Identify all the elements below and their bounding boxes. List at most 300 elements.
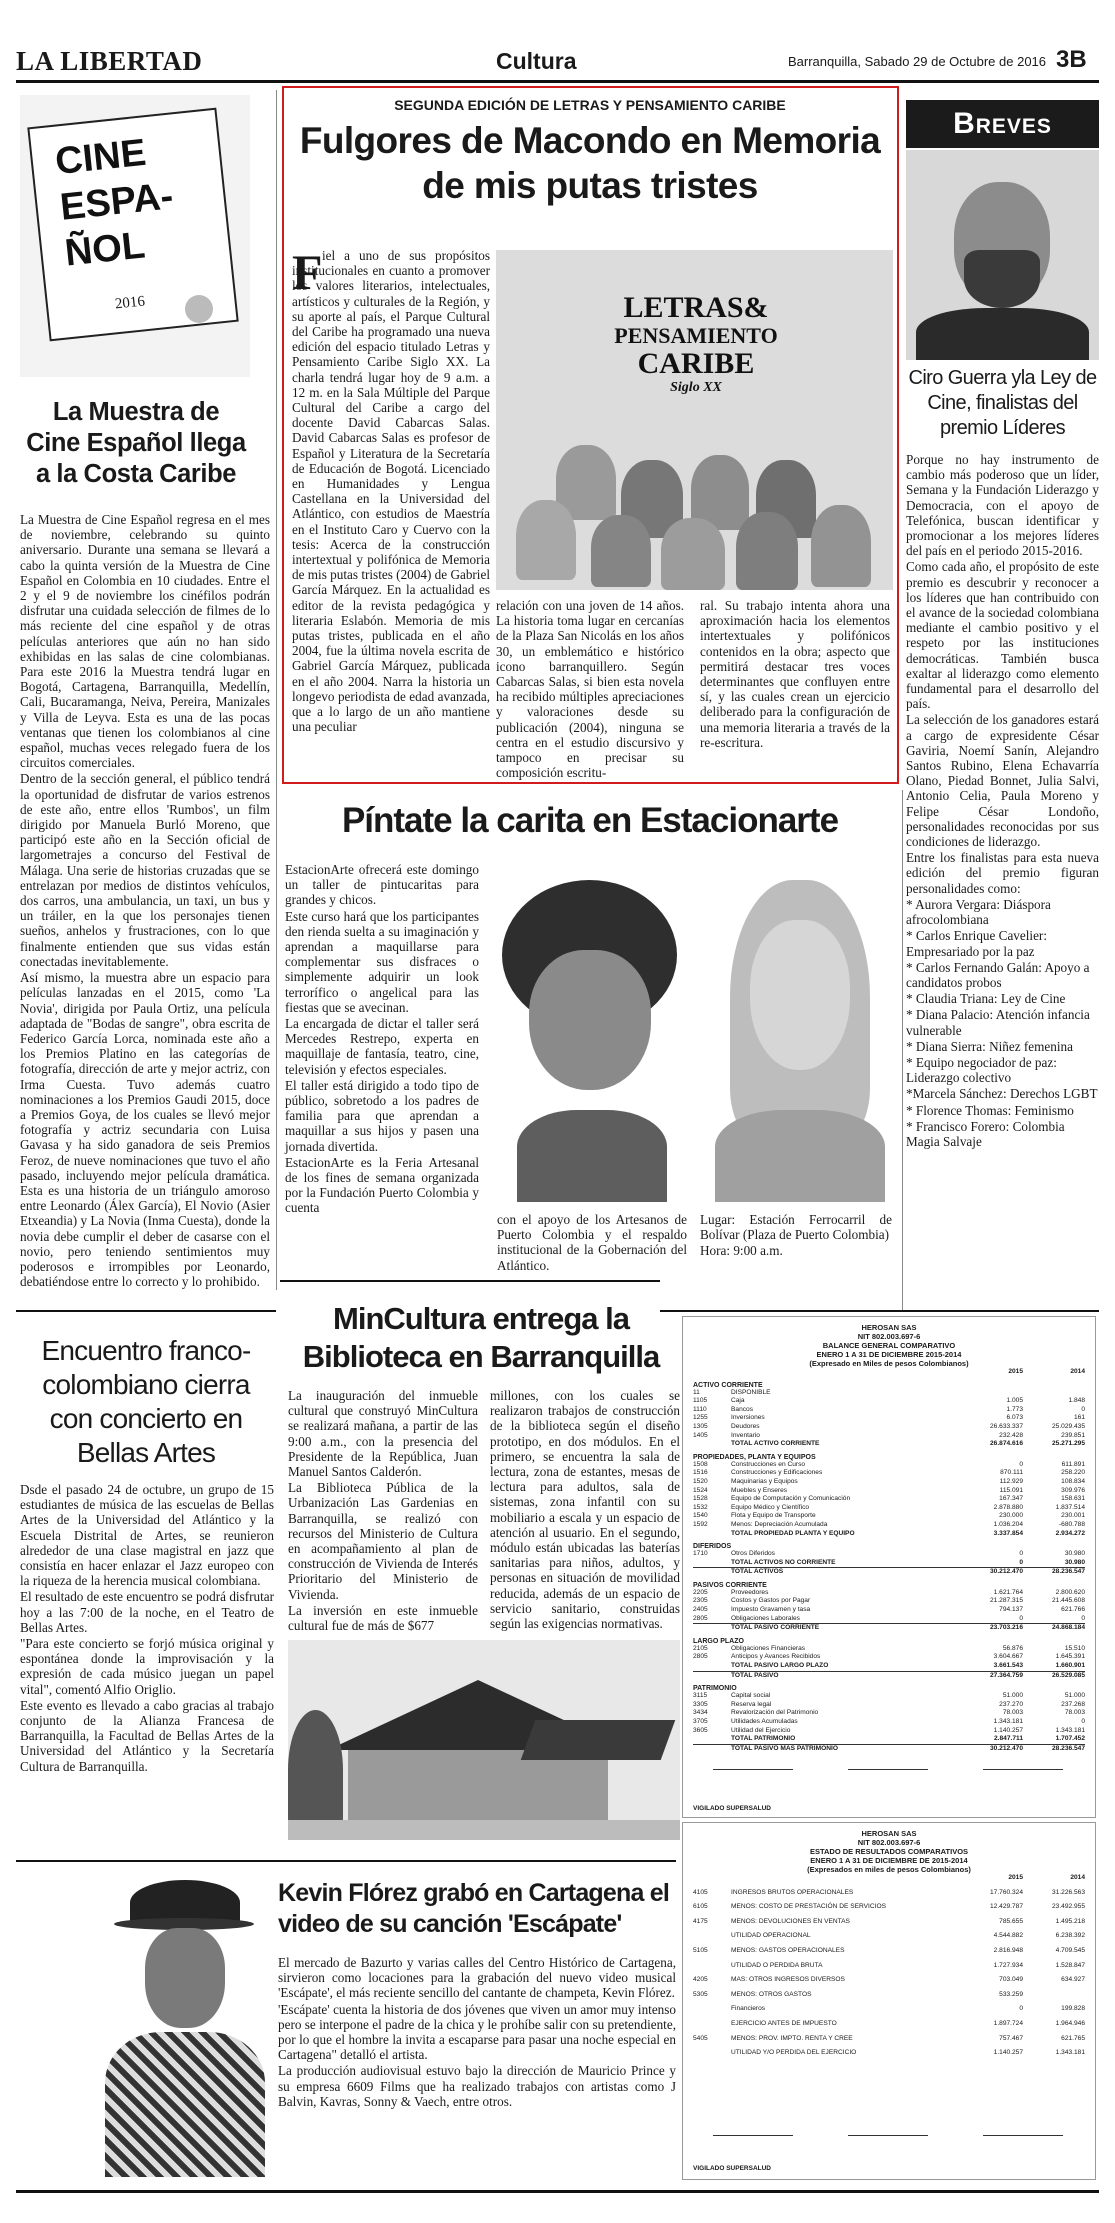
section-name: Cultura — [496, 48, 577, 74]
breves-header-label: Breves — [953, 107, 1052, 140]
encuentro-body — [20, 1482, 274, 1775]
finalist-item: * Claudia Triana: Ley de Cine — [906, 991, 1066, 1007]
kevin-paragraph-2: 'Escápate' cuenta la historia de dos jóvenes que viven un amor muy intenso pero se interpone el padre de la chica y le prohíbe salir con su pretendiente, por lo que el hombre la invita a escaparse para pasar una noche especial en Cartagena" detalló el artista. — [278, 2001, 676, 2063]
value-2015: 0 — [1019, 1460, 1023, 1468]
table-row — [693, 1550, 1085, 1559]
account-label: MAS: OTROS INGRESOS DIVERSOS — [731, 1976, 845, 1984]
carita-paragraph-5: EstacionArte es la Feria Artesanal de los fines de semana organizada por la Fundación Puerto Colombia y cuenta — [285, 1154, 479, 1216]
poster-line-4: Siglo XX — [670, 380, 722, 395]
account-label: Otros Diferidos — [731, 1550, 775, 1558]
value-2015: 12.429.787 — [989, 1903, 1023, 1911]
account-code: 1528 — [693, 1495, 708, 1503]
value-2015: 1.036.204 — [993, 1520, 1023, 1528]
paper-name: LA LIBERTAD — [16, 46, 203, 76]
value-2015: 237.270 — [999, 1700, 1023, 1708]
account-label: Inventario — [731, 1431, 760, 1439]
value-2015 — [961, 1389, 1023, 1398]
account-code: 2105 — [693, 1644, 708, 1652]
balance-vigilado: VIGILADO SUPERSALUD — [693, 1805, 772, 1812]
account-label: DISPONIBLE — [731, 1388, 771, 1396]
table-row — [693, 1991, 1085, 2000]
account-label: TOTAL PASIVO — [731, 1671, 779, 1679]
finalist-item: * Carlos Enrique Cavelier: Empresariado por la paz — [906, 928, 1047, 959]
value-2014: 158.631 — [1061, 1495, 1085, 1503]
results-company: HEROSAN SAS — [861, 1829, 917, 1838]
carita-paragraph-1: EstacionArte ofrecerá este domingo un taller de pintucaritas para grandes y chicos. — [285, 862, 479, 908]
tree-shape — [288, 1710, 343, 1830]
breves-paragraph-4: Entre los finalistas para esta nueva edición del premio figuran personalidades como: — [906, 850, 1099, 896]
carita-paragraph-3: La encargada de dictar el taller será Mercedes Restrepo, experta en maquillaje de fantasía, teatro, cine, televisión y efectos especiales. — [285, 1016, 479, 1077]
value-2015: 0 — [1019, 1614, 1023, 1622]
value-2014: 31.226.563 — [1051, 1888, 1085, 1896]
balance-col-2015: 2015 — [1008, 1368, 1023, 1375]
value-2014: 30.980 — [1064, 1558, 1085, 1566]
account-code — [693, 1672, 731, 1681]
value-2014: 2.800.620 — [1055, 1588, 1085, 1596]
section-heading: PATRIMONIO — [693, 1685, 737, 1693]
value-2014: 1.528.847 — [1055, 1961, 1085, 1969]
value-2014: 0 — [1081, 1405, 1085, 1413]
value-2015: 4.544.882 — [993, 1932, 1023, 1940]
balance-sheet — [682, 1316, 1096, 1818]
value-2014: 1.848 — [1068, 1397, 1085, 1405]
value-2015: 1.343.181 — [993, 1718, 1023, 1725]
account-label: TOTAL PASIVO MAS PATRIMONIO — [731, 1744, 838, 1752]
macondo-kicker: SEGUNDA EDICIÓN DE LETRAS Y PENSAMIENTO CARIBE — [394, 97, 786, 113]
value-2014: 1.837.514 — [1055, 1503, 1085, 1511]
account-label: MENOS: OTROS GASTOS — [731, 1990, 812, 1998]
page-number: 3B — [1056, 46, 1087, 73]
account-label: Bancos — [731, 1405, 753, 1413]
balance-title: BALANCE GENERAL COMPARATIVO — [822, 1341, 956, 1350]
results-statement — [682, 1822, 1096, 2180]
value-2014: 634.927 — [1061, 1976, 1085, 1984]
signature-line — [713, 2135, 793, 2136]
value-2014: 15.510 — [1064, 1644, 1085, 1652]
breves-paragraph-1: Porque no hay instrumento de cambio más poderoso que un líder, Semana y la Fundación Liderazgo y Democracia, con el apoyo de Telefónica, buscan identificar y promocionar a los mejores líderes del país en el periodo 2015-2016. — [906, 452, 1099, 559]
results-table-body — [693, 1889, 1085, 2058]
cine-paragraph-2: Dentro de la sección general, el público tendrá la oportunidad de disfrutar de varios estrenos de este año, entre ellos 'Rumbos', un film dirigido por Manuela Burló Moreno, que participó este año en la Sección oficial de largometrajes a concurso del Festival de Málaga. Una serie de historias cruzadas que se entrelazan por medios de distintos vehículos, dos carros, una ambulancia, un taxi, un bus y un tráiler, en la que los personajes tienen sueños, anhelos y frustraciones, con lo que finalmente entienden que sus vidas están conectadas inevitablemente. — [20, 771, 270, 969]
account-code: 3705 — [693, 1718, 708, 1725]
value-2015: 23.703.216 — [989, 1624, 1023, 1632]
value-2015: 757.467 — [999, 2034, 1023, 2042]
photo-shoulders — [916, 308, 1089, 360]
poster-title-block — [596, 292, 796, 396]
value-2014: 26.529.085 — [1051, 1671, 1085, 1679]
kevin-paragraph-3: La producción audiovisual estuvo bajo la dirección de Mauricio Prince y su empresa 6609 Films que ha realizado trabajos con artistas como J Balvin, Kavras, Sonny & Vaech, entre otros. — [278, 2063, 676, 2109]
signature-line — [983, 1769, 1063, 1770]
column-rule-left — [276, 90, 277, 1290]
value-2014: 1.495.218 — [1055, 1917, 1085, 1925]
table-row — [693, 1495, 1085, 1504]
table-row — [693, 1976, 1085, 1985]
results-signatures — [713, 2123, 1063, 2153]
account-code: 3434 — [693, 1709, 708, 1717]
section-heading: PROPIEDADES, PLANTA Y EQUIPOS — [693, 1453, 816, 1461]
finalist-item: * Francisco Forero: Colombia Magia Salvaje — [906, 1118, 1065, 1149]
table-row — [693, 2049, 1085, 2058]
macondo-dropcap: F — [292, 244, 323, 300]
account-label: Menos: Depreciación Acumulada — [731, 1520, 828, 1528]
finalist-item: * Diana Palacio: Atención infancia vulnerable — [906, 1007, 1090, 1038]
value-2014: 621.766 — [1061, 1606, 1085, 1614]
account-code: 1255 — [693, 1414, 708, 1422]
table-row — [693, 1389, 1085, 1398]
value-2014: 237.268 — [1061, 1700, 1085, 1708]
photo-beard — [964, 250, 1040, 308]
poster-portrait-8 — [736, 512, 798, 590]
value-2015: 2.847.711 — [994, 1735, 1023, 1743]
account-label: TOTAL ACTIVOS NO CORRIENTE — [731, 1558, 836, 1566]
table-row — [693, 1559, 1085, 1568]
value-2014: 78.003 — [1064, 1709, 1085, 1717]
value-2014: 0 — [1081, 1614, 1085, 1622]
carita-title: Píntate la carita en Estacionarte — [341, 801, 839, 840]
account-code — [693, 1568, 731, 1577]
macondo-col3-text: ral. Su trabajo intenta ahora una aproximación hacia los elementos intertextuales y polifónicos contenidos en la obra; aspecto que permitirá destacar tres voces determinantes que confluyen entre sí, y las cuales crean un ejercicio deliberado para la configuración de una memoria literaria a través de la re-escritura. — [700, 598, 890, 750]
finalist-item: * Florence Thomas: Feminismo — [906, 1102, 1074, 1118]
account-code: 3115 — [693, 1692, 708, 1700]
value-2015: 1.727.934 — [993, 1961, 1023, 1969]
account-label: Costos y Gastos por Pagar — [731, 1597, 811, 1605]
table-row — [693, 1653, 1085, 1662]
account-label: MENOS: COSTO DE PRESTACIÓN DE SERVICIOS — [731, 1903, 886, 1911]
value-2015: 78.003 — [1002, 1709, 1023, 1717]
shoulders-shape — [517, 1110, 667, 1202]
balance-nit: NIT 802.003.697-6 — [857, 1332, 921, 1341]
account-code: 3305 — [693, 1700, 708, 1708]
results-vigilado: VIGILADO SUPERSALUD — [693, 2165, 772, 2172]
account-label: Deudores — [731, 1422, 760, 1430]
value-2015: 1.140.257 — [993, 1726, 1023, 1734]
account-label: Financieros — [731, 2005, 766, 2013]
value-2015: 56.876 — [1002, 1644, 1023, 1652]
value-2014: 24.868.184 — [1051, 1624, 1085, 1632]
table-row — [693, 1606, 1085, 1615]
account-label: Construcciones en Curso — [731, 1460, 806, 1468]
table-row — [693, 1469, 1085, 1478]
value-2015: 1.621.764 — [993, 1588, 1023, 1596]
account-code: 5405 — [693, 2034, 708, 2042]
finalist-item: * Carlos Fernando Galán: Apoyo a candidatos probos — [906, 959, 1090, 990]
account-label: Caja — [731, 1397, 745, 1405]
value-2015: 3.661.543 — [993, 1662, 1023, 1670]
value-2015: 1.773 — [1006, 1405, 1023, 1413]
account-code: 2805 — [693, 1614, 708, 1622]
account-code: 2205 — [693, 1588, 708, 1596]
table-row — [693, 1504, 1085, 1513]
value-2015: 17.760.324 — [989, 1888, 1023, 1896]
account-label: Obligaciones Laborales — [731, 1614, 800, 1622]
encuentro-paragraph-4: Este evento es llevado a cabo gracias al trabajo conjunto de la Alianza Francesa de Barranquilla, la Facultad de Bellas Artes de la Universidad del Atlántico y la Secretaría Cultura de Barranquilla. — [20, 1697, 274, 1774]
account-code: 1305 — [693, 1422, 708, 1430]
account-code: 1532 — [693, 1503, 708, 1511]
table-row — [693, 1432, 1085, 1441]
value-2015: 0 — [1019, 1550, 1023, 1558]
mincultura-title: MinCultura entrega la Biblioteca en Barranquilla — [302, 1301, 660, 1374]
value-2014: 108.834 — [1061, 1477, 1085, 1485]
value-2014: 621.765 — [1061, 2034, 1085, 2042]
macondo-col2 — [496, 598, 684, 781]
value-2015: 3.604.667 — [993, 1653, 1023, 1661]
carita-col1 — [285, 862, 479, 1217]
table-row — [693, 1597, 1085, 1606]
signature-line — [983, 2135, 1063, 2136]
balance-period: ENERO 1 A 31 DE DICIEMBRE 2015-2014 — [816, 1350, 962, 1359]
account-label: Proveedores — [731, 1588, 769, 1596]
account-code — [693, 1559, 731, 1568]
value-2014: 25.029.435 — [1051, 1422, 1085, 1430]
account-code — [693, 1662, 731, 1671]
account-label: MENOS: PROV. IMPTO. RENTA Y CREE — [731, 2034, 853, 2042]
poster-line-2: PENSAMIENTO — [614, 323, 778, 348]
kevin-title: Kevin Flórez grabó en Cartagena el video de su canción 'Escápate' — [278, 1879, 669, 1938]
carita-col3 — [700, 1212, 892, 1260]
value-2014: 1.660.901 — [1055, 1662, 1085, 1670]
account-code: 1105 — [693, 1397, 708, 1405]
section-rule-mid — [280, 1280, 660, 1282]
face-paint-child-2-photo — [690, 880, 895, 1202]
carita-time: Hora: 9:00 a.m. — [700, 1243, 783, 1259]
table-row — [693, 1521, 1085, 1530]
column-rule-right — [902, 790, 903, 1310]
table-row — [693, 1932, 1085, 1941]
kevin-florez-photo — [100, 1872, 270, 2177]
results-units: (Expresados en miles de pesos Colombianos) — [807, 1865, 971, 1874]
masthead — [16, 44, 1099, 78]
table-row — [693, 2020, 1085, 2029]
account-code: 11 — [693, 1388, 700, 1396]
face-paint-child-1-photo — [497, 880, 682, 1202]
poster-portrait-9 — [811, 505, 871, 587]
value-2014: 1.964.946 — [1055, 2019, 1085, 2027]
value-2014: 23.492.955 — [1051, 1903, 1085, 1911]
account-label: Revalorización del Patrimonio — [731, 1709, 819, 1717]
value-2015: 0 — [1019, 2005, 1023, 2013]
table-row — [693, 2005, 1085, 2014]
mincultura-col2-text: millones, con los cuales se realizaron trabajos de construcción de la biblioteca según el diseño prototipo, en dos módulos. En el primero, se encuentra la sala de lectura, zona de estantes, mesas de lectura para adultos, sala de sistemas, zona infantil con su mobiliario a escala y un espacio de atención al usuario. En el segundo, módulo están ubicadas las baterías sanitarias para niños, adultos, y personas en situación de movilidad reducida, además de un espacio de servicio sanitario, construidas según las exigencias normativas. — [490, 1388, 680, 1632]
table-row — [693, 1727, 1085, 1736]
account-code — [693, 1624, 731, 1633]
account-code: 4175 — [693, 1917, 708, 1925]
value-2015: 1.140.257 — [993, 2049, 1023, 2057]
account-code: 1110 — [693, 1405, 707, 1413]
account-code: 1405 — [693, 1431, 708, 1439]
value-2015: 167.347 — [999, 1495, 1023, 1503]
masthead-rule — [16, 80, 1099, 83]
results-period: ENERO 1 A 31 DE DICIEMBRE DE 2015-2014 — [810, 1856, 968, 1865]
value-2014: 1.645.391 — [1055, 1653, 1085, 1661]
footer-rule — [16, 2190, 1099, 2193]
account-code: 1540 — [693, 1512, 708, 1520]
kevin-body — [278, 1955, 676, 2110]
finalist-item: * Diana Sierra: Niñez femenina — [906, 1038, 1073, 1054]
account-code — [693, 1962, 731, 1971]
value-2015: 21.287.315 — [989, 1597, 1023, 1605]
ground-shape — [288, 1820, 680, 1840]
cine-title: La Muestra de Cine Español llega a la Costa Caribe — [26, 398, 246, 488]
shirt-shape — [105, 2032, 265, 2177]
value-2014: 1.343.181 — [1055, 1726, 1085, 1734]
account-label: TOTAL ACTIVOS — [731, 1568, 784, 1576]
carita-paragraph-2: Este curso hará que los participantes den rienda suelta a su imaginación y aprendan a maquillarse para complementar sus disfraces o simplemente adquirir un look terrorífico o angelical para las fiestas que se avecinan. — [285, 908, 479, 1015]
finalist-item: * Aurora Vergara: Diáspora afrocolombiana — [906, 896, 1051, 928]
macondo-col2-text: relación con una joven de 14 años. La historia toma lugar en cercanías de la Plaza San Nicolás en los años 30, un emblemático e histórico icono barranquillero. Según Cabarcas Salas, si bien esta novela ha recibido múltiples apreciaciones y valoraciones desde su publicación (2004), ninguna se centra en el estudio discursivo y tampoco en precisar su composición escritu- — [496, 598, 684, 781]
value-2014 — [1023, 1991, 1085, 2000]
account-label: Maquinarias y Equipos — [731, 1477, 798, 1485]
account-code: 2305 — [693, 1597, 708, 1605]
account-label: Utilidades Acumuladas — [731, 1718, 798, 1725]
account-label: Anticipos y Avances Recibidos — [731, 1653, 821, 1661]
table-row — [693, 1397, 1085, 1406]
signature-line — [848, 1769, 928, 1770]
balance-company: HEROSAN SAS — [861, 1323, 917, 1332]
table-row — [693, 1414, 1085, 1423]
face-shape — [529, 950, 651, 1090]
section-rule-left — [16, 1310, 276, 1312]
cine-paragraph-1: La Muestra de Cine Español regresa en el mes de noviembre, celebrando su quinto aniversario. Durante una semana se llevará a cabo la quinta versión de la Muestra de Cine Español en Colombia en 10 ciudades. Entre el 2 y el 9 de noviembre los cinéfilos podrán disfrutar una cuidada selección de filmes de lo más reciente del cine español y de otras películas anteriores que aún no han sido exhibidas en las salas de cine colombianas. Para este 2016 la Muestra tendrá lugar en Bogotá, Cartagena, Barranquilla, Medellín, Cali, Bucaramanga, Neiva, Pereira, Manizales y Villa de Leyva. Esta es una de las pocas ventanas que tienen los colombianos al cine español, muchas veces relegado fuera de los circuitos comerciales. — [20, 512, 270, 771]
table-row — [693, 1645, 1085, 1654]
value-2014: 1.707.452 — [1055, 1735, 1085, 1743]
letras-pensamiento-poster — [496, 250, 893, 590]
account-label: Inversiones — [731, 1414, 765, 1422]
value-2015: 30.212.470 — [989, 1568, 1023, 1576]
value-2015: 3.337.854 — [993, 1529, 1023, 1537]
table-row — [693, 1623, 1085, 1633]
account-code — [693, 1735, 731, 1744]
table-row — [693, 1487, 1085, 1496]
macondo-col1 — [292, 244, 490, 736]
account-code: 1516 — [693, 1469, 708, 1477]
mincultura-col2 — [490, 1388, 680, 1632]
face-shape — [750, 920, 850, 1070]
value-2015: 230.000 — [999, 1512, 1023, 1520]
value-2015: 533.259 — [999, 1990, 1023, 1998]
value-2015: 112.929 — [999, 1477, 1023, 1485]
account-label: Flota y Equipo de Transporte — [731, 1512, 816, 1520]
poster-portrait-5 — [516, 500, 576, 580]
biblioteca-photo — [288, 1640, 680, 1840]
table-row — [693, 1735, 1085, 1744]
breves-paragraph-2: Como cada año, el propósito de este premio es descubrir y reconocer a los líderes que han contribuido con el avance de la sociedad colombiana mediante el cambio positivo y el respeto por las instituciones democráticas. También busca exaltar al liderazgo como elemento fundamental para el desarrollo del país. — [906, 559, 1099, 712]
table-row — [693, 1692, 1085, 1701]
account-code: 6105 — [693, 1903, 708, 1911]
table-row — [693, 1918, 1085, 1927]
value-2015: 0 — [1019, 1558, 1023, 1566]
value-2015: 27.364.759 — [989, 1671, 1023, 1679]
signature-line — [713, 1769, 793, 1770]
table-row — [693, 1744, 1085, 1754]
value-2014: 258.220 — [1061, 1469, 1085, 1477]
account-label: Equipo de Computación y Comunicación — [731, 1495, 851, 1503]
section-heading: PASIVOS CORRIENTE — [693, 1581, 767, 1589]
value-2015: 30.212.470 — [989, 1744, 1023, 1752]
table-row — [693, 1709, 1085, 1718]
macondo-col1-text: iel a uno de sus propósitos institucionales en cuanto a promover los valores literarios, intelectuales, artísticos y culturales de la Región, y su aporte al país, el Parque Cultural del Caribe ha programado una nueva edición del espacio titulado Letras y Pensamiento Caribe Siglo XX. La charla tendrá lugar hoy de 9 a.m. a 12 m. en la Sala Múltiple del Parque Cultural del Caribe a cargo del docente David Cabarcas Salas. David Cabarcas Salas es profesor de Español y Literatura de la Secretaría de Educación de Bogotá. Licenciado en Humanidades y Lengua Castellana en la Universidad del Atlántico, con estudios de Maestría en el Instituto Caro y Cuervo con la tesis: Acerca de la construcción intertextual y polifónica de Memoria de mis putas tristes (2004) de Gabriel García Márquez. En la actualidad es editor de la revista pedagógica y literaria Eslabón. Memoria de mis putas tristes, publicada en el año 2004, fue la última novela escrita de Gabriel García Márquez, publicada en el año 2004. Narra la historia un longevo periodista de edad avanzada, que a lo largo de un año mantiene una peculiar — [292, 248, 490, 735]
account-code: 1524 — [693, 1486, 708, 1494]
table-row — [693, 1662, 1085, 1671]
account-label: Reserva legal — [731, 1700, 772, 1708]
account-code — [693, 1745, 731, 1754]
value-2014: 28.236.547 — [1051, 1744, 1085, 1752]
value-2014: -680.788 — [1058, 1520, 1085, 1528]
account-label: TOTAL PATRIMONIO — [731, 1735, 796, 1743]
poster-portrait-7 — [661, 518, 725, 590]
account-code: 2405 — [693, 1606, 708, 1614]
value-2015: 232.428 — [999, 1431, 1023, 1439]
poster-line-3: CARIBE — [637, 347, 755, 380]
account-code: 5305 — [693, 1990, 708, 1998]
macondo-col3 — [700, 598, 890, 751]
account-label: Construcciones y Edificaciones — [731, 1469, 823, 1477]
account-label: UTILIDAD O PERDIDA BRUTA — [731, 1961, 823, 1969]
value-2015: 870.111 — [1000, 1469, 1023, 1477]
carita-place: Lugar: Estación Ferrocarril de Bolívar (Plaza de Puerto Colombia) — [700, 1212, 892, 1243]
value-2014: 6.238.392 — [1055, 1932, 1085, 1940]
account-label: Muebles y Enseres — [731, 1486, 788, 1494]
encuentro-paragraph-2: El resultado de este encuentro se podrá disfrutar hoy a las 7:00 de la noche, en el Teatro de Bellas Artes. — [20, 1589, 274, 1635]
breves-header — [906, 100, 1099, 148]
carita-col2-text: con el apoyo de los Artesanos de Puerto Colombia y el respaldo institucional de la Gobernación del Atlántico. — [497, 1212, 687, 1273]
account-label: Impuesto Gravamen y tasa — [731, 1606, 811, 1614]
building-side-roof — [521, 1720, 676, 1760]
value-2014 — [1023, 1389, 1085, 1398]
account-label: UTILIDAD Y/O PERDIDA DEL EJERCICIO — [731, 2049, 857, 2057]
account-code — [693, 1530, 731, 1539]
balance-column-headers — [693, 1368, 1085, 1377]
value-2015: 115.091 — [999, 1486, 1023, 1494]
table-row — [693, 1701, 1085, 1710]
account-label: Obligaciones Financieras — [731, 1644, 806, 1652]
table-row — [693, 1947, 1085, 1956]
table-row — [693, 1903, 1085, 1912]
section-rule-right — [660, 1310, 1099, 1312]
table-row — [693, 1589, 1085, 1598]
account-label: TOTAL PASIVO LARGO PLAZO — [731, 1662, 829, 1670]
building-wall — [348, 1750, 608, 1820]
account-label: Utilidad del Ejercicio — [731, 1726, 791, 1734]
breves-title: Ciro Guerra yla Ley de Cine, finalistas del premio Líderes — [908, 367, 1097, 439]
account-label: TOTAL PASIVO CORRIENTE — [731, 1624, 820, 1632]
encuentro-title: Encuentro franco-colombiano cierra con concierto en Bellas Artes — [41, 1335, 251, 1468]
account-label: TOTAL ACTIVO CORRIENTE — [731, 1440, 820, 1448]
section-heading: ACTIVO CORRIENTE — [693, 1381, 763, 1389]
results-title: ESTADO DE RESULTADOS COMPARATIVOS — [809, 1847, 969, 1856]
cine-paragraph-3: Así mismo, la muestra abre un espacio para películas lanzadas en el 2015, como 'La Novia', dirigida por Paula Ortiz, una película adaptada de "Bodas de sangre", obra escrita de Federico García Lorca, nominada este año a los Premios Platino en las categorías de fotografía, dirección de arte y mejor actriz, con Irma Cuesta. Tuvo además cuatro nominaciones a los Premios Gaudi 2015, doce a Premios Goya, de los cuales se llevó mejor fotografía y actriz secundaria con Luisa Gavasa y ha sido ganadora de seis Premios Feroz, de nueve nominaciones que tuvo el año pasado, incluyendo mejor película dramática. Esta es una historia de un triángulo amoroso entre Leonardo (Álex García), El Novio (Asier Etxeandia) y La Novia (Inma Cuesta), donde la novia debe cumplir el deber de casarse con el novio, pero teniendo sentimientos muy poderosos e irrompibles por Leonardo, debatiéndose entre lo correcto y lo prohibido. — [20, 970, 270, 1290]
value-2014: 30.980 — [1064, 1550, 1085, 1558]
table-row — [693, 1423, 1085, 1432]
value-2014: 239.851 — [1061, 1431, 1085, 1439]
value-2014: 0 — [1081, 1718, 1085, 1725]
account-label: MENOS: GASTOS OPERACIONALES — [731, 1946, 845, 1954]
value-2014: 611.891 — [1061, 1460, 1085, 1468]
value-2014: 309.976 — [1061, 1486, 1085, 1494]
poster-portrait-6 — [591, 515, 651, 587]
balance-col-2014: 2014 — [1070, 1368, 1085, 1375]
signature-line — [848, 2135, 928, 2136]
results-col-2014: 2014 — [1070, 1874, 1085, 1881]
kevin-paragraph-1: El mercado de Bazurto y varias calles del Centro Histórico de Cartagena, sirvieron como locaciones para la grabación del nuevo video musical 'Escápate', el más reciente sencillo del cantante de champeta, Kevin Flórez. — [278, 1955, 676, 2001]
account-code: 3605 — [693, 1726, 708, 1734]
encuentro-paragraph-3: "Para este concierto se forjó música original y espontánea donde la improvisación y la expresión de cada músico juegan un papel vital", comentó Alfio Origlio. — [20, 1636, 274, 1697]
table-row — [693, 1718, 1085, 1727]
mincultura-paragraph-3: La inversión en este inmueble cultural fue de más de $677 — [288, 1602, 478, 1634]
account-code: 1710 — [693, 1550, 708, 1558]
poster-year: 2016 — [114, 293, 146, 313]
issue-date: Barranquilla, Sabado 29 de Octubre de 2016 — [788, 54, 1047, 69]
logo-line-2: ESPA- — [58, 175, 176, 229]
value-2015: 785.655 — [999, 1917, 1023, 1925]
